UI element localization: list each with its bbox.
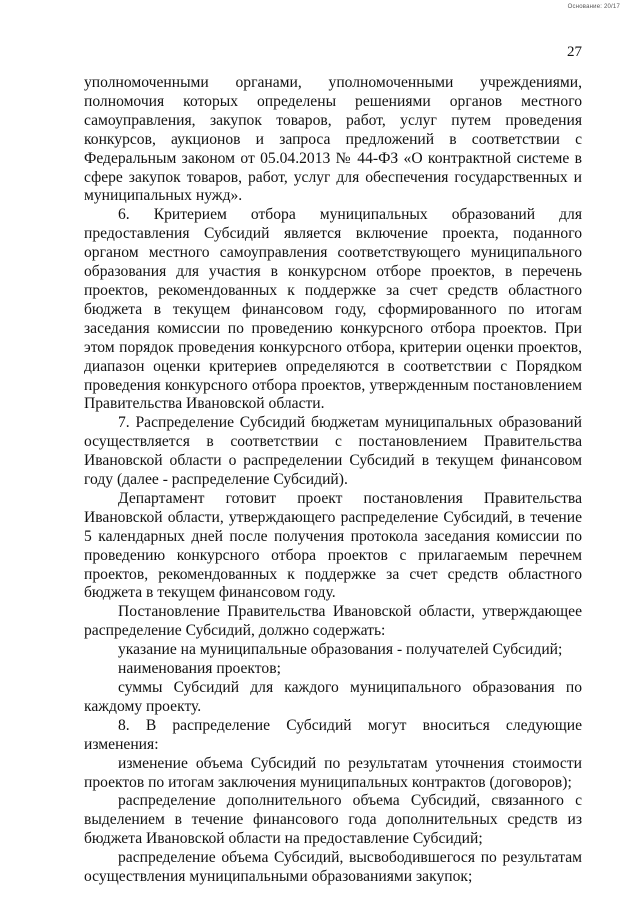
list-item: распределение объема Субсидий, высвободившегося по результатам осуществления муниципальными образованиями закупок; — [84, 849, 582, 886]
list-item: наименования проектов; — [118, 660, 281, 678]
paragraph: уполномоченными органами, уполномоченными учреждениями, полномочия которых определены решениями органов местного самоуправления, закупок товаров, работ, услуг путем проведения конкурсов, аукционов и запроса предложений в соответствии с Федеральным законом от 05.04.2013 № 44-ФЗ «О контрактной системе в сфере закупок товаров, работ, услуг для обеспечения государственных и муниципальных нужд». — [84, 74, 582, 205]
paragraph: Постановление Правительства Ивановской области, утверждающее распределение Субсидий, должно содержать: — [84, 603, 582, 640]
page-number: 27 — [567, 44, 582, 60]
list-item: указание на муниципальные образования - получателей Субсидий; — [118, 641, 563, 659]
paragraph: 6. Критерием отбора муниципальных образований для предоставления Субсидий является включение проекта, поданного органом местного самоуправления соответствующего муниципального образования для участия в конкурсном отборе проектов, в перечень проектов, рекомендованных к поддержке за счет средств областного бюджета в текущем финансовом году, сформированного по итогам заседания комиссии по проведению конкурсного отбора проектов. При этом порядок проведения конкурсного отбора, критерии оценки проектов, диапазон оценки критериев определяются в соответствии с Порядком проведения конкурсного отбора проектов, утвержденным постановлением Правительства Ивановской области. — [84, 206, 582, 413]
list-item: распределение дополнительного объема Субсидий, связанного с выделением в течение финансового года дополнительных средств из бюджета Ивановской области на предоставление Субсидий; — [84, 792, 582, 848]
document-body — [84, 74, 582, 887]
list-item: изменение объема Субсидий по результатам уточнения стоимости проектов по итогам заключения муниципальных контрактов (договоров); — [84, 754, 582, 791]
paragraph: 7. Распределение Субсидий бюджетам муниципальных образований осуществляется в соответствии с постановлением Правительства Ивановской области о распределении Субсидий в текущем финансовом году (далее - распределение Субсидий). — [84, 414, 582, 489]
list-item: суммы Субсидий для каждого муниципального образования по каждому проекту. — [84, 679, 582, 715]
header-mark: Основание: 20/17 — [567, 4, 620, 10]
paragraph: 8. В распределение Субсидий могут вноситься следующие изменения: — [84, 716, 582, 753]
paragraph: Департамент готовит проект постановления Правительства Ивановской области, утверждающего распределение Субсидий, в течение 5 календарных дней после получения протокола заседания комиссии по проведению конкурсного отбора проектов с прилагаемым перечнем проектов, рекомендованных к поддержке за счет средств областного бюджета в текущем финансовом году. — [84, 489, 582, 602]
